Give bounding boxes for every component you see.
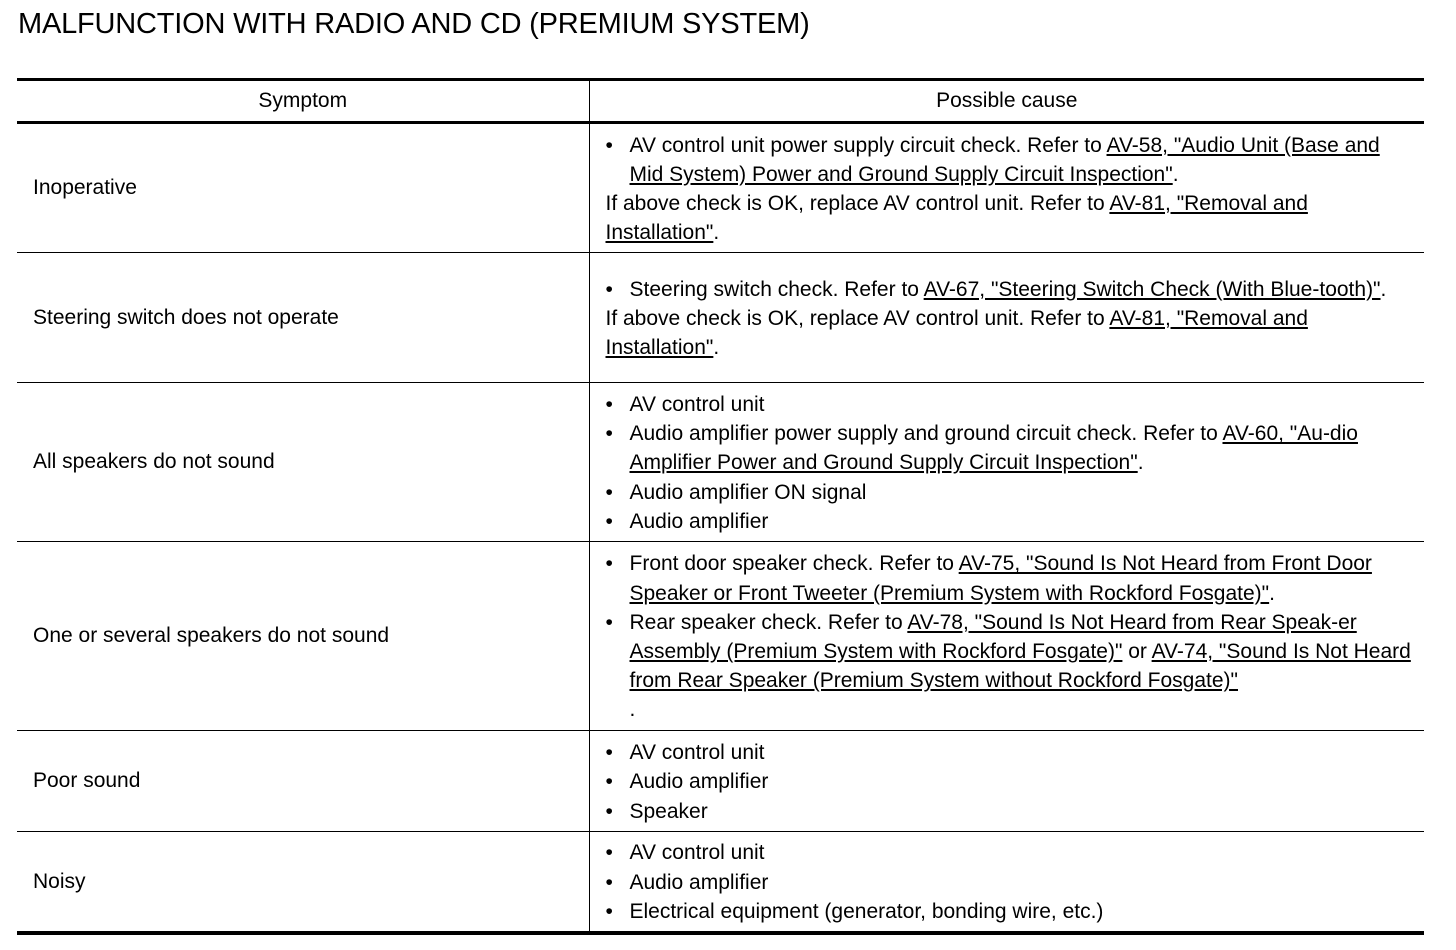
symptom-cell: Steering switch does not operate (17, 253, 589, 383)
table-row (17, 253, 1424, 383)
list-item: • AV control unit power supply circuit check. Refer to AV-58, "Audio Unit (Base and Mid System) Power and Ground Supply Circuit Inspection". (606, 131, 1415, 189)
possible-cause-cell (589, 123, 1424, 253)
table-row (17, 731, 1424, 832)
list-item: • Audio amplifier ON signal (606, 478, 1415, 507)
list-item: • Steering switch check. Refer to AV-67, "Steering Switch Check (With Blue-tooth)". (606, 275, 1415, 304)
symptom-cell: One or several speakers do not sound (17, 542, 589, 731)
reference-link[interactable]: AV-67, "Steering Switch Check (With Blue-tooth)" (923, 277, 1381, 301)
cause-list (606, 390, 1415, 536)
table-row (17, 123, 1424, 253)
symptom-header: Symptom (17, 80, 589, 123)
cause-list (606, 838, 1415, 926)
cause-note: If above check is OK, replace AV control unit. Refer to AV-81, "Removal and Installation". (605, 192, 1308, 245)
possible-cause-cell (589, 731, 1424, 832)
page-title: MALFUNCTION WITH RADIO AND CD (PREMIUM SYSTEM) (18, 8, 810, 40)
reference-link[interactable]: AV-81, "Removal and Installation" (605, 192, 1308, 245)
list-item: • Audio amplifier (606, 767, 1415, 796)
list-item: • AV control unit (606, 390, 1415, 419)
symptom-cell: All speakers do not sound (17, 383, 589, 542)
symptom-cell: Inoperative (17, 123, 589, 253)
list-item: • Electrical equipment (generator, bonding wire, etc.) (606, 897, 1415, 926)
possible-cause-cell (589, 383, 1424, 542)
table-row (17, 542, 1424, 731)
list-item: • Audio amplifier power supply and ground circuit check. Refer to AV-60, "Au-dio Amplifier Power and Ground Supply Circuit Inspection". (606, 419, 1415, 477)
symptom-table (17, 78, 1424, 935)
list-item: • AV control unit (606, 838, 1415, 867)
reference-link[interactable]: AV-74, "Sound Is Not Heard from Rear Speaker (Premium System without Rockford Fosgate)" (629, 640, 1411, 693)
cause-list (606, 738, 1415, 826)
list-item: • Audio amplifier (606, 868, 1415, 897)
list-item: • Front door speaker check. Refer to AV-75, "Sound Is Not Heard from Front Door Speaker or Front Tweeter (Premium System with Rockford Fosgate)". (606, 549, 1415, 607)
possible-cause-cell (589, 832, 1424, 933)
cause-list (606, 549, 1415, 724)
table-header-row (17, 80, 1424, 123)
reference-link[interactable]: AV-58, "Audio Unit (Base and Mid System) Power and Ground Supply Circuit Inspection" (629, 133, 1380, 186)
possible-cause-cell (589, 542, 1424, 731)
reference-link[interactable]: AV-81, "Removal and Installation" (605, 306, 1308, 360)
possible-cause-cell (589, 253, 1424, 383)
list-item: • Rear speaker check. Refer to AV-78, "Sound Is Not Heard from Rear Speak-er Assembly (Premium System with Rockford Fosgate)" or AV-74, "Sound Is Not Heard from Rear Speaker (Premium System without Rockford Fosgate)" . (606, 608, 1415, 725)
table-row (17, 383, 1424, 542)
reference-link[interactable]: AV-78, "Sound Is Not Heard from Rear Speak-er Assembly (Premium System with Rockford Fosgate)" (629, 610, 1357, 663)
cause-list (606, 275, 1415, 304)
list-item: • Audio amplifier (606, 507, 1415, 536)
symptom-cell: Noisy (17, 832, 589, 933)
cause-list (606, 131, 1415, 189)
possible-cause-header: Possible cause (936, 89, 1078, 112)
reference-link[interactable]: AV-75, "Sound Is Not Heard from Front Door Speaker or Front Tweeter (Premium System with Rockford Fosgate)" (629, 552, 1372, 605)
list-item: • AV control unit (606, 738, 1415, 767)
reference-link[interactable]: AV-60, "Au-dio Amplifier Power and Ground Supply Circuit Inspection" (629, 422, 1358, 475)
cause-note: If above check is OK, replace AV control unit. Refer to AV-81, "Removal and Installation". (605, 306, 1308, 360)
table-row (17, 832, 1424, 933)
list-item: • Speaker (606, 797, 1415, 826)
symptom-cell: Poor sound (17, 731, 589, 832)
